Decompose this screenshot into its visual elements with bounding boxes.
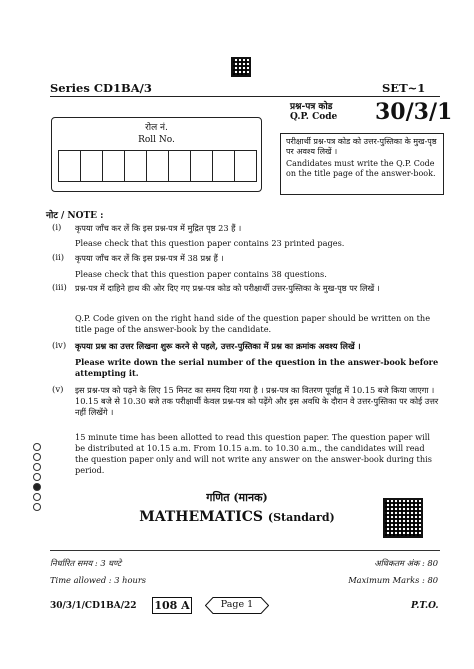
- mark-circle: [33, 453, 41, 461]
- note-en: Please check that this question paper contains 23 printed pages.: [75, 238, 345, 248]
- paper-code: 30/3/1/CD1BA/22: [50, 601, 137, 611]
- roll-number-box: [51, 117, 262, 192]
- note-number: (v): [52, 385, 64, 395]
- qp-code-notice: [280, 133, 444, 195]
- qr-code-top: [231, 57, 251, 77]
- roll-cell[interactable]: [190, 150, 213, 182]
- note-hi: कृपया जाँच कर लें कि इस प्रश्न-पत्र में 38 प्रश्न हैं ।: [75, 253, 224, 263]
- time-allowed-en: Time allowed : 3 hours: [50, 575, 147, 585]
- note-number: (i): [52, 223, 62, 233]
- roll-cell[interactable]: [124, 150, 147, 182]
- roll-number-label: [52, 122, 261, 146]
- roll-cell[interactable]: [146, 150, 169, 182]
- mark-circle: [33, 473, 41, 481]
- roll-cell[interactable]: [102, 150, 125, 182]
- roll-cell[interactable]: [168, 150, 191, 182]
- roll-number-cells: [58, 150, 256, 182]
- note-hi: इस प्रश्न-पत्र को पढ़ने के लिए 15 मिनट का समय दिया गया है । प्रश्न-पत्र का वितरण पूर्वाह्न में 10.15 बजे किया जाएगा । 10.15 बजे से 10.30 बजे तक परीक्षार्थी केवल प्रश्न-पत्र को पढ़ेंगे और इस अवधि के दौरान वे उत्तर-पुस्तिका पर कोई उत्तर नहीं लिखेंगे ।: [75, 385, 439, 417]
- note-hi: कृपया प्रश्न का उत्तर लिखना शुरू करने से पहले, उत्तर-पुस्तिका में प्रश्न का क्रमांक अवश्य लिखें ।: [75, 341, 361, 351]
- note-heading: नोट / NOTE :: [46, 211, 104, 221]
- header-rule: [50, 96, 440, 97]
- note-number: (iv): [52, 341, 67, 351]
- subject-name: MATHEMATICS: [139, 509, 263, 525]
- max-marks-hi: अधिकतम अंक : 80: [374, 558, 438, 568]
- note-en: 15 minute time has been allotted to read this question paper. The question paper will be distributed at 10.15 a.m. From 10.15 a.m. to 10.30 a.m., the candidates will read the question paper only and will not write any answer on the answer-book during this period.: [75, 432, 432, 475]
- time-allowed-hi: निर्धारित समय : 3 घण्टे: [50, 558, 122, 568]
- notice-hi: परीक्षार्थी प्रश्न-पत्र कोड को उत्तर-पुस्तिका के मुख-पृष्ठ पर अवश्य लिखें ।: [286, 137, 437, 156]
- subject-title-hi: गणित (मानक): [206, 491, 268, 504]
- roll-cell[interactable]: [212, 150, 235, 182]
- subject-variant: (Standard): [267, 511, 335, 524]
- pto-label: P.T.O.: [411, 601, 439, 611]
- roll-cell[interactable]: [58, 150, 81, 182]
- note-en: Q.P. Code given on the right hand side of the question paper should be written on the title page of the answer-book by the candidate.: [75, 313, 431, 334]
- set-label: SET~1: [382, 81, 426, 95]
- qp-code-label: [290, 102, 337, 122]
- roll-cell[interactable]: [234, 150, 257, 182]
- page-number: Page 1: [220, 599, 254, 610]
- qr-code-subject: [383, 498, 423, 538]
- qp-code-label-en: Q.P. Code: [290, 112, 338, 122]
- max-marks-en: Maximum Marks : 80: [348, 575, 438, 585]
- paper-badge: 108 A: [152, 597, 192, 614]
- mark-circle: [33, 443, 41, 451]
- note-number: (iii): [52, 283, 67, 293]
- note-hi: प्रश्न-पत्र में दाहिने हाथ की ओर दिए गए प्रश्न-पत्र कोड को परीक्षार्थी उत्तर-पुस्तिका के मुख-पृष्ठ पर लिखें ।: [75, 283, 380, 293]
- roll-label-hi: रोल नं.: [145, 123, 168, 133]
- note-en: Please check that this question paper contains 38 questions.: [75, 269, 327, 279]
- roll-label-en: Roll No.: [138, 135, 175, 145]
- note-hi: कृपया जाँच कर लें कि इस प्रश्न-पत्र में मुद्रित पृष्ठ 23 हैं ।: [75, 223, 242, 233]
- note-en: Please write down the serial number of the question in the answer-book before attempting it.: [75, 357, 439, 378]
- roll-cell[interactable]: [80, 150, 103, 182]
- note-number: (ii): [52, 253, 65, 263]
- page-number-tag: [205, 597, 269, 614]
- notice-en: Candidates must write the Q.P. Code on the title page of the answer-book.: [286, 159, 436, 178]
- series-label: Series CD1BA/3: [50, 81, 152, 95]
- footer-rule: [50, 550, 440, 551]
- qp-code-value: 30/3/1: [375, 99, 453, 125]
- mark-circle: [33, 463, 41, 471]
- qp-code-label-hi: प्रश्न-पत्र कोड: [290, 102, 333, 112]
